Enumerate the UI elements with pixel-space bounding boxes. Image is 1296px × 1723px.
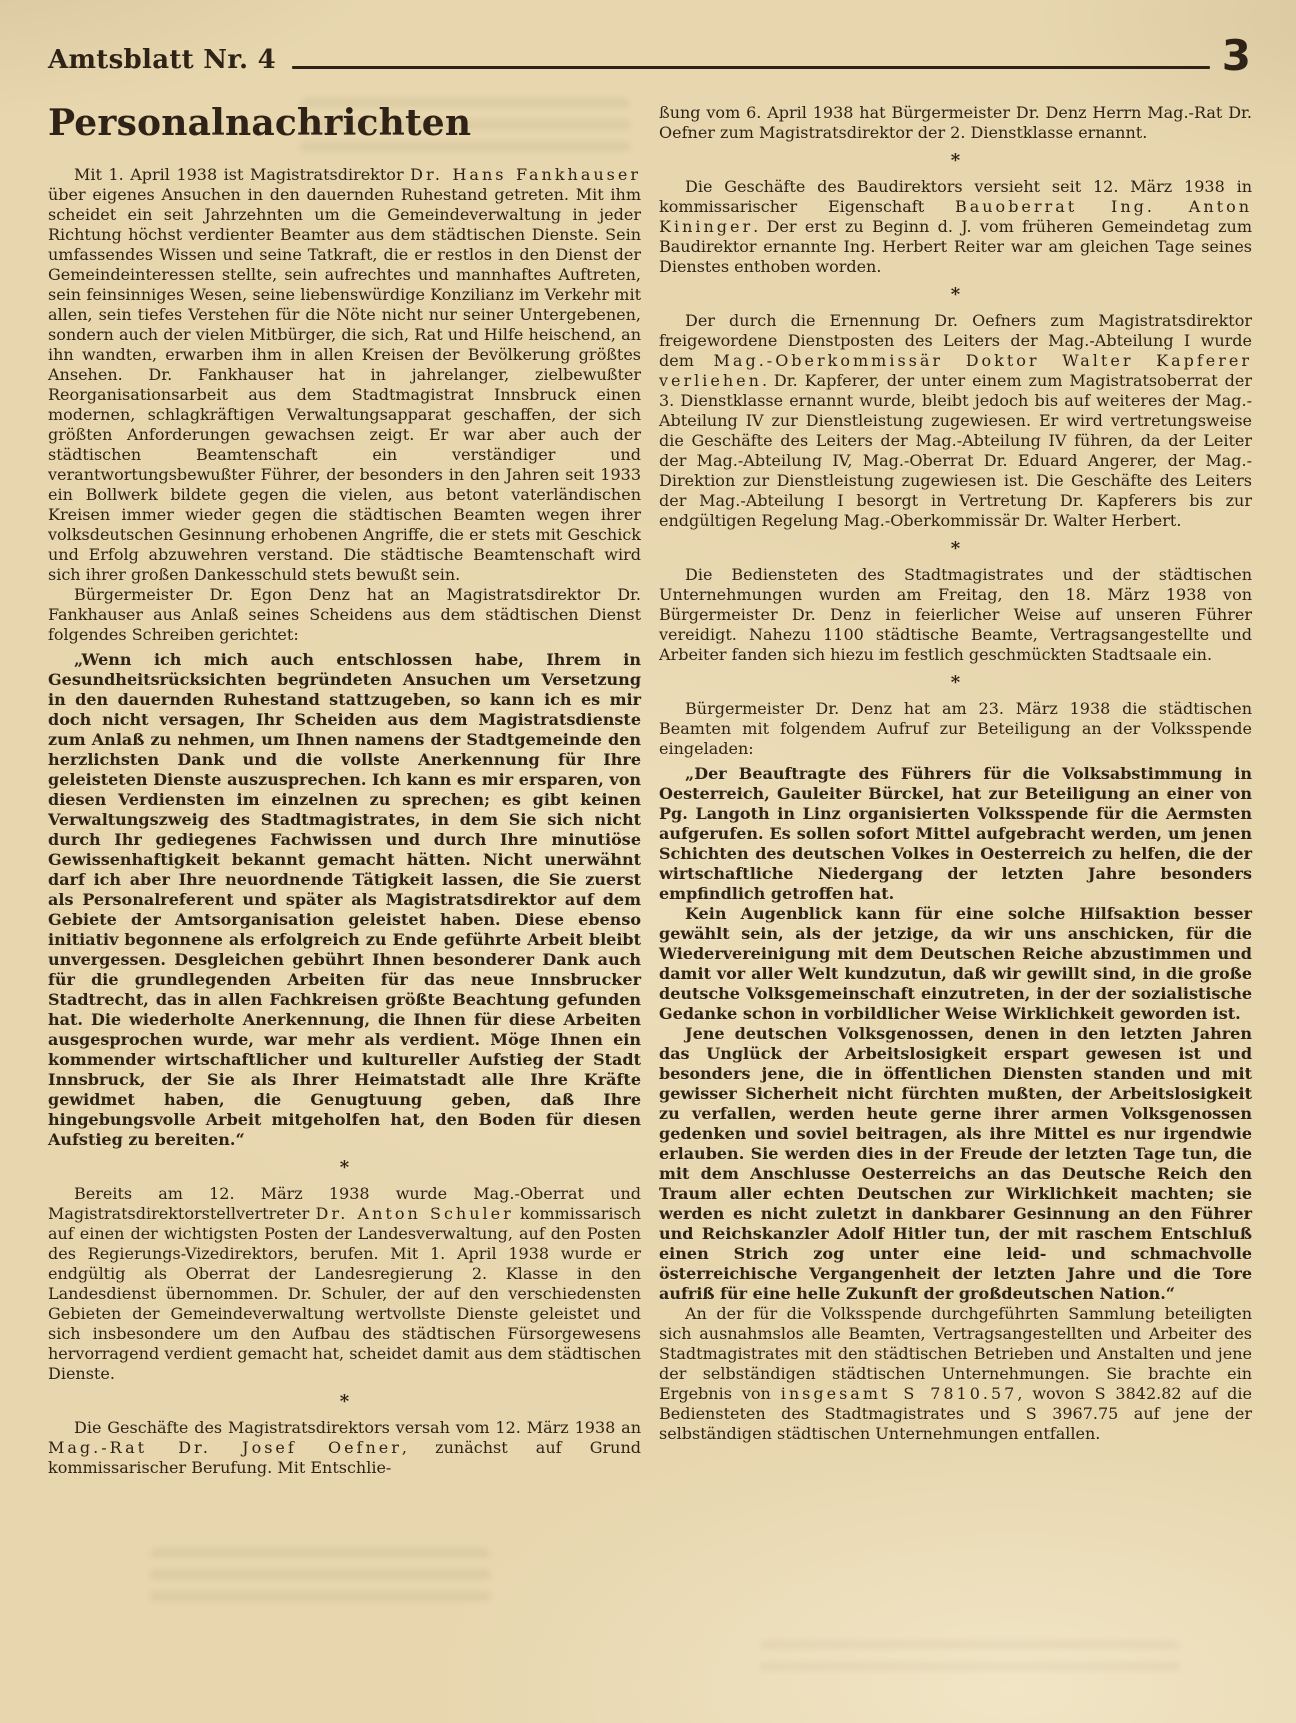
paragraph-sammlung-ergebnis bbox=[659, 1304, 1252, 1444]
masthead-title: Amtsblatt Nr. 4 bbox=[48, 44, 277, 75]
asterisk-separator: * bbox=[950, 671, 961, 693]
spaced-name-oefner: Mag.-Rat Dr. Josef Oefner bbox=[48, 1437, 402, 1457]
show-through-artifact bbox=[760, 1640, 1180, 1680]
paragraph-text: , wovon S 3842.82 auf die Bediensteten des Stadtmagistrates und S 3967.75 auf jene der selbständigen städtischen Unternehmungen entfallen. bbox=[659, 1383, 1253, 1443]
paragraph-text: Bereits am 12. März 1938 wurde Mag.-Oberrat und Magistratsdirektorstellvertreter bbox=[48, 1183, 641, 1223]
right-column bbox=[659, 103, 1252, 1478]
asterisk-separator: * bbox=[339, 1156, 350, 1178]
spaced-name-fankhauser: Dr. Hans Fankhauser bbox=[410, 164, 642, 184]
header-rule bbox=[292, 66, 1210, 69]
paragraph-denz-letter-intro: Bürgermeister Dr. Egon Denz hat an Magistratsdirektor Dr. Fankhauser aus Anlaß seines Scheidens aus dem städtischen Dienst folgendes Schreiben gerichtet: bbox=[48, 584, 641, 644]
show-through-artifact bbox=[150, 1548, 490, 1604]
asterisk-separator: * bbox=[950, 283, 961, 305]
paragraph-text: Mit 1. April 1938 ist Magistratsdirektor bbox=[74, 164, 411, 184]
asterisk-separator: * bbox=[950, 537, 961, 559]
asterisk-separator: * bbox=[339, 1390, 350, 1412]
paragraph-text: . Der erst zu Beginn d. J. vom früheren Gemeindetag zum Baudirektor ernannte Ing. Herbert Reiter war am gleichen Tage seines Dienstes enthoben worden. bbox=[659, 216, 1252, 276]
paragraph-text: . Dr. Kapferer, der unter einem zum Magistratsoberrat der 3. Dienstklasse ernannt wurde, bleibt jedoch bis auf weiteres der Mag.-Abteilung IV zur Dienstleistung zugewiesen. Er wird vertretungsweise die Geschäfte des Leiters der Mag.-Abteilung IV führen, da der Leiter der Mag.-Abteilung IV, Mag.-Oberrat Dr. Eduard Angerer, der Mag.-Direktion zur Dienstleistung zugewiesen ist. Die Geschäfte des Leiters der Mag.-Abteilung I besorgt in Vertretung Dr. Kapferers bis zur endgültigen Regelung Mag.-Oberkommissär Dr. Walter Herbert. bbox=[659, 370, 1252, 530]
page-number: 3 bbox=[1221, 31, 1252, 80]
paragraph-text: Die Geschäfte des Baudirektors versieht seit 12. März 1938 in kommissarischer Eigenschaft bbox=[659, 176, 1252, 216]
paragraph-vereidigung: Die Bediensteten des Stadtmagistrates und der städtischen Unternehmungen wurden am Freitag, den 18. März 1938 von Bürgermeister Dr. Denz in feierlicher Weise auf unseren Führer vereidigt. Nahezu 1100 städtische Beamte, Vertragsangestellte und Arbeiter fanden sich hiezu im festlich geschmückten Stadtsaale ein. bbox=[659, 564, 1252, 664]
asterisk-separator: * bbox=[950, 149, 961, 171]
two-column-layout bbox=[48, 103, 1252, 1478]
section-headline: Personalnachrichten bbox=[48, 101, 472, 144]
page-header bbox=[48, 31, 1252, 80]
left-column bbox=[48, 103, 641, 1478]
paragraph-fankhauser-retirement bbox=[48, 165, 641, 585]
spaced-name-kapferer: Mag.-Oberkommissär Doktor Walter Kapferer verliehen bbox=[659, 350, 1252, 390]
paragraph-volksspende-intro: Bürgermeister Dr. Denz hat am 23. März 1938 die städtischen Beamten mit folgendem Aufruf zur Beteiligung an der Volksspende eingeladen: bbox=[659, 698, 1252, 758]
spaced-total-amount: insgesamt S 7810.57 bbox=[780, 1383, 1018, 1403]
paragraph-schuler-appointment bbox=[48, 1184, 641, 1384]
spaced-name-schuler: Dr. Anton Schuler bbox=[315, 1203, 514, 1223]
paragraph-text: , zunächst auf Grund kommissarischer Berufung. Mit Entschlie- bbox=[48, 1437, 642, 1477]
paragraph-text: An der für die Volksspende durchgeführten Sammlung beteiligten sich ausnahmslos alle Beamten, Vertragsangestellten und Arbeiter des Stadtmagistrates mit den städtischen Betrieben und Anstalten und jene der selbständigen städtischen Unternehmungen. Sie brachte ein Ergebnis von bbox=[659, 1303, 1252, 1403]
paragraph-letter-quote: „Wenn ich mich auch entschlossen habe, Ihrem in Gesundheitsrücksichten begründeten Ansuchen um Versetzung in den dauernden Ruhestand stattzugeben, so kann ich es mir doch nicht versagen, Ihr Scheiden aus dem Magistratsdienste zum Anlaß zu nehmen, um Ihnen namens der Stadtgemeinde den herzlichsten Dank und die vollste Anerkennung für Ihre geleisteten Dienste auszusprechen. Ich kann es mir ersparen, von diesen Verdiensten im einzelnen zu sprechen; es gibt keinen Verwaltungszweig des Stadtmagistrates, in dem Sie sich nicht durch Ihr gediegenes Fachwissen und durch Ihre minutiöse Gewissenhaftigkeit bekannt gemacht hätten. Nicht unerwähnt darf ich aber Ihre neuordnende Tätigkeit lassen, die Sie zuerst als Personalreferent und später als Magistratsdirektor auf dem Gebiete der Amtsorganisation geleistet haben. Diese ebenso initiativ begonnene als erfolgreich zu Ende geführte Arbeit bleibt unvergessen. Desgleichen gebührt Ihnen besonderer Dank auch für die grundlegenden Arbeiten für das neue Innsbrucker Stadtrecht, das in allen Fachkreisen größte Beachtung gefunden hat. Die wiederholte Anerkennung, die Ihnen für diese Arbeiten ausgesprochen wurde, war mehr als verdient. Möge Ihnen ein kommender wirtschaftlicher und kultureller Aufstieg der Stadt Innsbruck, der Sie als Ihrer Heimatstadt alle Ihre Kräfte gewidmet haben, die Genugtuung geben, daß Ihre hingebungsvolle Arbeit mitgeholfen hat, den Boden für diesen Aufstieg zu bereiten.“ bbox=[48, 649, 641, 1149]
paragraph-kininger-baudirektor bbox=[659, 177, 1252, 277]
paragraph-aufruf-quote-2: Kein Augenblick kann für eine solche Hilfsaktion besser gewählt sein, als der jetzige, da wir uns anschicken, für die Wiedervereinigung mit dem Deutschen Reiche abzustimmen und damit vor aller Welt kundzutun, daß wir gewillt sind, in die große deutsche Volksgemeinschaft einzutreten, in der der sozialistische Gedanke schon in vorbildlicher Weise Wirklichkeit geworden ist. bbox=[659, 903, 1252, 1023]
paragraph-kapferer-dienstposten bbox=[659, 311, 1252, 531]
paragraph-aufruf-quote-3: Jene deutschen Volksgenossen, denen in den letzten Jahren das Unglück der Arbeitslosigkeit erspart gewesen ist und besonders jene, die in öffentlichen Diensten standen und mit gewisser Sicherheit nicht fürchten mußten, der Arbeitslosigkeit zu verfallen, werden heute gerne ihrer armen Volksgenossen gedenken und soviel beitragen, als ihre Mittel es nur irgendwie erlauben. Sie werden dies in der Freude der letzten Tage tun, die mit dem Anschlusse Oesterreichs an das Deutsche Reich den Traum aller echten Deutschen zur Wirklichkeit machten; sie werden es nicht zuletzt in dankbarer Gesinnung an den Führer und Reichskanzler Adolf Hitler tun, der mit raschem Entschluß einen Strich zog unter eine leid- und schmachvolle österreichische Vergangenheit der letzten Jahre und die Tore aufriß für eine helle Zukunft der großdeutschen Nation.“ bbox=[659, 1023, 1252, 1303]
paragraph-text: über eigenes Ansuchen in den dauernden Ruhestand getreten. Mit ihm scheidet ein seit Jahrzehnten um die Gemeindeverwaltung in jeder Richtung höchst verdienter Beamter aus dem städtischen Dienste. Sein umfassendes Wissen und seine Tatkraft, die er restlos in den Dienst der Gemeindeinteressen stellte, sein aufrechtes und mannhaftes Auftreten, sein feinsinniges Wesen, seine liebenswürdige Konzilianz im Verkehr mit allen, sein tiefes Verstehen für die Nöte nicht nur seiner Untergebenen, sondern auch der vielen Mitbürger, die sich, Rat und Hilfe heischend, an ihn wandten, erwarben ihm in allen Kreisen der Bevölkerung größtes Ansehen. Dr. Fankhauser hat in jahrelanger, zielbewußter Reorganisationsarbeit aus dem Stadtmagistrat Innsbruck einen modernen, schlagkräftigen Verwaltungsapparat geschaffen, der sich größten Anforderungen gewachsen zeigt. Er war aber auch der städtischen Beamtenschaft ein verständiger und verantwortungsbewußter Führer, der besonders in den Jahren seit 1933 ein Bollwerk bildete gegen die vielen, aus betont vaterländischen Kreisen immer wieder gegen die städtischen Beamten wegen ihrer volksdeutschen Gesinnung erhobenen Angriffe, die er stets mit Geschick und Erfolg abzuwehren verstand. Die städtische Beamtenschaft wird sich ihrer großen Dankesschuld stets bewußt sein. bbox=[48, 184, 641, 584]
paragraph-text: Die Geschäfte des Magistratsdirektors versah vom 12. März 1938 an bbox=[74, 1417, 641, 1437]
paragraph-text: kommissarisch auf einen der wichtigsten Posten der Landesverwaltung, auf den Posten des Regierungs-Vizedirektors, berufen. Mit 1. April 1938 wurde er endgültig als Oberrat der Landesregierung 2. Klasse in den Landesdienst übernommen. Dr. Schuler, der auf den verschiedensten Gebieten der Gemeindeverwaltung wertvollste Dienste geleistet und sich insbesondere um den Aufbau des städtischen Fürsorgewesens hervorragend verdient gemacht hat, scheidet damit aus dem städtischen Dienste. bbox=[48, 1203, 642, 1383]
paragraph-aufruf-quote-1: „Der Beauftragte des Führers für die Volksabstimmung in Oesterreich, Gauleiter Bürckel, hat zur Beteiligung an einer von Pg. Langoth in Linz organisierten Volksspende für die Aermsten aufgerufen. Es sollen sofort Mittel aufgebracht werden, um jenen Schichten des deutschen Volkes in Oesterreich zu helfen, die der wirtschaftliche Niedergang der letzten Jahre besonders empfindlich getroffen hat. bbox=[659, 763, 1252, 903]
paragraph-text: Der durch die Ernennung Dr. Oefners zum Magistratsdirektor freigewordene Dienstposten des Leiters der Mag.-Abteilung I wurde dem bbox=[659, 310, 1252, 370]
paragraph-oefner-interim bbox=[48, 1418, 641, 1478]
spaced-name-kininger: Bauoberrat Ing. Anton Kininger bbox=[659, 196, 1252, 236]
paragraph-oefner-appointment-continued: ßung vom 6. April 1938 hat Bürgermeister Dr. Denz Herrn Mag.-Rat Dr. Oefner zum Magistratsdirektor der 2. Dienstklasse ernannt. bbox=[659, 102, 1252, 142]
